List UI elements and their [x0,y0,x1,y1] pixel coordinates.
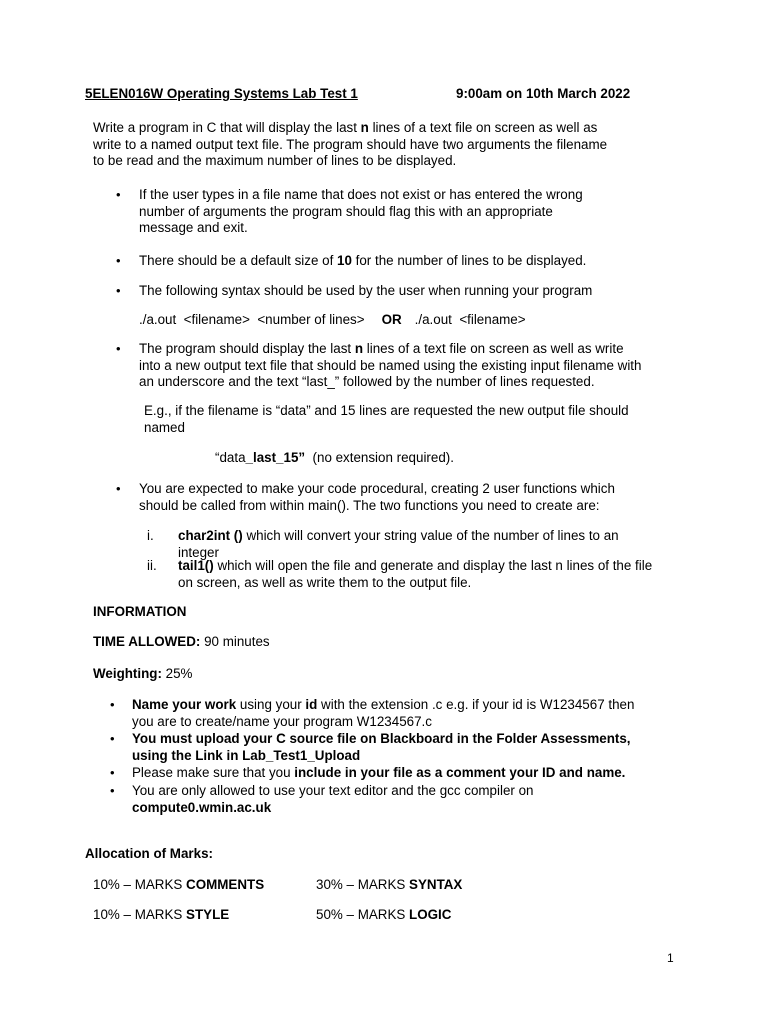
marks-category: STYLE [186,907,230,922]
marks-syntax [316,877,462,894]
bullet-marker: • [110,731,115,746]
example-filename [215,450,454,467]
info-line: You must upload your C source file on Blackboard in the Folder Assessments, [132,731,631,746]
function-desc: which will open the file and generate and display the last n lines of the file [213,558,653,573]
document-title: 5ELEN016W Operating Systems Lab Test 1 [85,86,358,101]
bullet-line: You are expected to make your code procedural, creating 2 user functions which [139,481,615,496]
page-number: 1 [667,951,674,965]
list-number: ii. [147,558,157,573]
default-size-value: 10 [337,253,352,268]
intro-n: n [360,120,369,135]
marks-category: SYNTAX [409,877,463,892]
time-value: 90 minutes [200,634,270,649]
bullet-marker: • [116,253,121,268]
marks-text: 50% – MARKS [316,907,410,922]
info-host: compute0.wmin.ac.uk [132,799,272,815]
info-text: Please make sure that you [132,765,295,780]
bullet-invalid-file [139,187,699,237]
marks-text: 10% – MARKS [93,907,187,922]
function-name: char2int () [178,528,243,543]
marks-category: COMMENTS [186,877,265,892]
bullet-marker: • [116,187,121,202]
weighting-label: Weighting: [93,666,162,681]
bullet-text: for the number of lines to be displayed. [351,253,587,268]
info-line: using the Link in Lab_Test1_Upload [132,747,361,763]
example-text: (no extension required). [305,450,454,465]
info-bold: include in your file as a comment your ID and name. [294,765,626,780]
intro-line-3: to be read and the maximum number of lines to be displayed. [93,153,457,168]
intro-text: lines of a text file on screen as well as [368,120,598,135]
function-tail1 [178,558,698,591]
bullet-marker: • [116,481,121,496]
example-line: E.g., if the filename is “data” and 15 lines are requested the new output file should [144,403,629,418]
bullet-marker: • [116,283,121,298]
function-desc-line: integer [178,544,219,560]
info-line: You are only allowed to use your text editor and the gcc compiler on [132,783,534,798]
bullet-text: There should be a default size of [139,253,338,268]
bullet-marker: • [116,341,121,356]
example-line: named [144,419,185,435]
function-char2int [178,528,698,561]
bullet-marker: • [110,765,115,780]
marks-text: 10% – MARKS [93,877,187,892]
function-name: tail1() [178,558,214,573]
bullet-syntax: The following syntax should be used by the user when running your program [139,283,593,298]
example-text: “data [215,450,246,465]
example-bold: _last_15” [245,450,306,465]
intro-text: Write a program in C that will display the last [93,120,361,135]
info-name-your-work [132,697,702,730]
info-bold: id [305,697,318,712]
intro-paragraph [93,120,693,170]
bullet-line: number of arguments the program should flag this with an appropriate [139,203,553,219]
document-date: 9:00am on 10th March 2022 [456,86,631,101]
bullet-n: n [354,341,364,356]
marks-text: 30% – MARKS [316,877,410,892]
bullet-functions [139,481,699,514]
function-desc-line: on screen, as well as write them to the output file. [178,574,472,590]
syntax-example [139,312,526,329]
weighting [93,666,192,683]
info-text: with the extension .c e.g. if your id is W1234567 then [317,697,635,712]
marks-logic [316,907,451,924]
marks-heading: Allocation of Marks: [85,846,213,861]
bullet-text: lines of a text file on screen as well as write [363,341,624,356]
bullet-default-size [139,253,586,270]
bullet-line: If the user types in a file name that does not exist or has entered the wrong [139,187,583,202]
bullet-line: an underscore and the text “last_” followed by the number of lines requested. [139,374,595,389]
time-label: TIME ALLOWED: [93,634,201,649]
bullet-marker: • [110,697,115,712]
example-paragraph [144,403,704,436]
info-text: using your [236,697,306,712]
info-bold: Name your work [132,697,237,712]
intro-line-1 [93,120,693,137]
syntax-with-lines: ./a.out <filename> <number of lines> [139,312,365,327]
info-editor [132,783,702,816]
marks-category: LOGIC [409,907,452,922]
marks-style [93,907,229,924]
information-heading: INFORMATION [93,604,187,619]
bullet-line: into a new output text file that should be named using the existing input filename with [139,357,642,373]
bullet-output-file [139,341,709,391]
info-upload [132,731,702,764]
bullet-marker: • [110,783,115,798]
intro-line-2: write to a named output text file. The program should have two arguments the filename [93,136,608,152]
syntax-or: OR [381,312,402,327]
info-comment [132,765,625,782]
bullet-line: should be called from within main(). The two functions you need to create are: [139,497,600,513]
function-desc: which will convert your string value of the number of lines to an [242,528,619,543]
marks-comments [93,877,264,894]
weighting-value: 25% [161,666,193,681]
bullet-text: The program should display the last [139,341,355,356]
syntax-default: ./a.out <filename> [414,312,526,327]
bullet-line: message and exit. [139,220,248,235]
list-number: i. [147,528,154,543]
info-line: you are to create/name your program W1234567.c [132,713,432,729]
time-allowed [93,634,270,651]
